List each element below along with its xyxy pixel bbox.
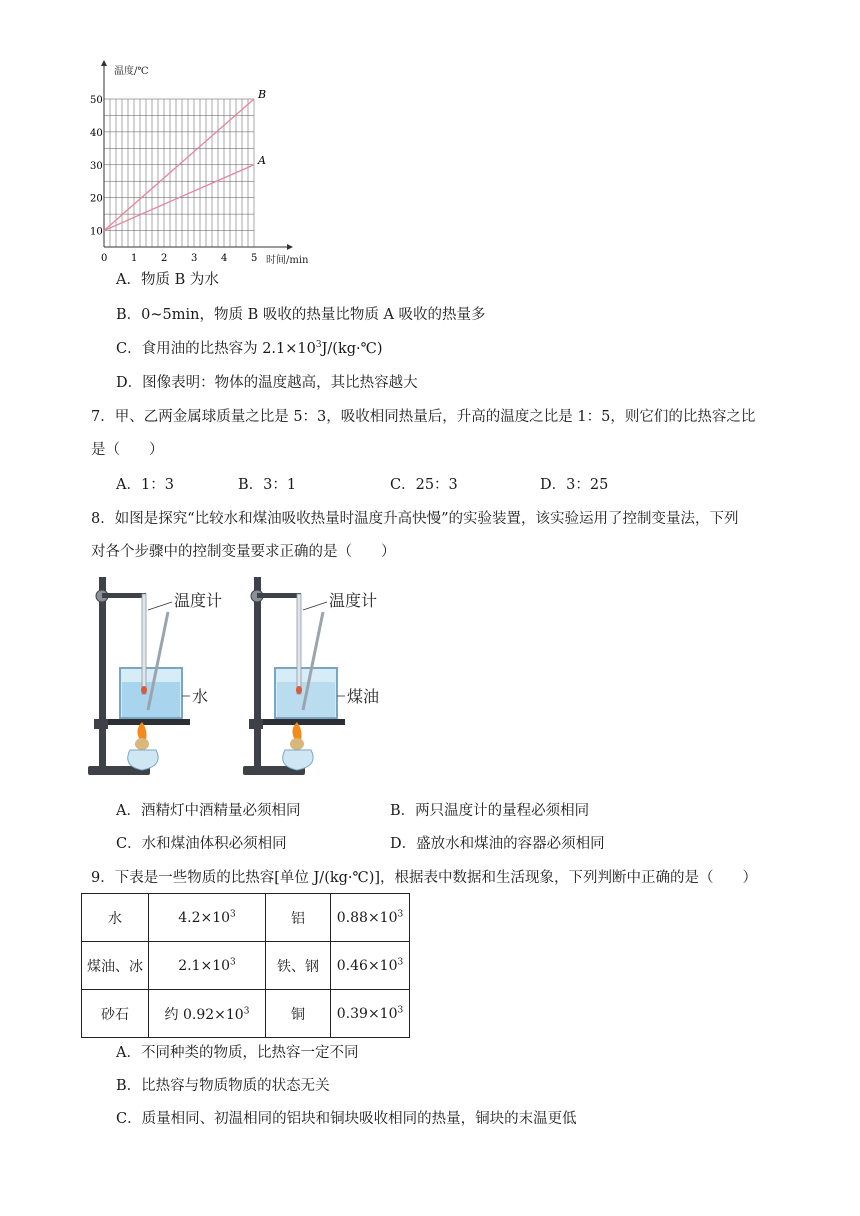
label-thermometer: 温度计: [174, 591, 223, 610]
q7-option-a[interactable]: A．1：3: [116, 477, 174, 493]
table-row: [82, 894, 410, 942]
series-label-A: A: [258, 153, 266, 167]
q7-option-c[interactable]: C．25：3: [390, 477, 458, 493]
table-cell: 约 $0.92\times 10^3$: [149, 990, 266, 1038]
y-tick-label: 20: [90, 193, 103, 205]
table-cell: 铜: [266, 990, 331, 1038]
q7-stem-line1: 7．甲、乙两金属球质量之比是 5：3，吸收相同热量后，升高的温度之比是 1：5，则它们的比热容之比: [91, 409, 756, 425]
y-tick-label: 10: [90, 226, 103, 238]
q6-option-c-unit: J/(kg·℃): [321, 341, 383, 357]
q6-option-b[interactable]: B．0~5min，物质 B 吸收的热量比物质 A 吸收的热量多: [116, 307, 486, 323]
table-cell: $4.2\times 10^3$: [149, 894, 266, 942]
table-cell: $0.46\times 10^3$: [331, 942, 410, 990]
table-cell: 煤油、冰: [82, 942, 149, 990]
stand-rod: [254, 577, 261, 769]
q7-option-b[interactable]: B．3：1: [238, 477, 297, 493]
apparatus-water: [86, 572, 236, 784]
x-tick-label: 4: [221, 253, 228, 264]
q6-option-c-exponent: 3: [315, 340, 322, 351]
table-row: [82, 942, 410, 990]
x-tick-labels: [101, 253, 257, 264]
thermometer-bulb: [141, 686, 147, 694]
table-cell: 水: [82, 894, 149, 942]
specific-heat-table: [81, 893, 410, 1038]
q6-option-c[interactable]: [116, 339, 383, 359]
label-kerosene: 煤油: [347, 687, 380, 706]
q9-stem: [91, 868, 757, 888]
thermometer: [297, 594, 301, 694]
q7-stem-line2: 是（ ）: [91, 442, 164, 458]
y-tick-labels: [90, 95, 103, 238]
table-cell: $2.1\times 10^3$: [149, 942, 266, 990]
label-thermometer: 温度计: [329, 591, 378, 610]
table-cell: 铝: [266, 894, 331, 942]
q8-option-d[interactable]: D．盛放水和煤油的容器必须相同: [390, 836, 605, 852]
q8-option-b[interactable]: B．两只温度计的量程必须相同: [390, 803, 590, 819]
table-cell: $0.88\times 10^3$: [331, 894, 410, 942]
y-axis-label: 温度/℃: [114, 66, 149, 77]
x-tick-label: 0: [101, 253, 108, 264]
temperature-time-chart: [80, 55, 330, 270]
q6-option-a[interactable]: A．物质 B 为水: [116, 272, 219, 288]
y-tick-label: 40: [90, 127, 103, 139]
table-cell: $0.39\times 10^3$: [331, 990, 410, 1038]
lamp-cap: [135, 738, 149, 750]
series-label-B: B: [258, 88, 267, 101]
q9-stem-text: 9．下表是一些物质的比热容[单位 J/(kg·℃)]，根据表中数据和生活现象，下列判断中正确的是（ ）: [91, 870, 758, 886]
x-tick-label: 5: [251, 253, 258, 264]
label-water: 水: [192, 687, 209, 706]
clamp-arm: [257, 593, 301, 598]
q9-option-c[interactable]: C．质量相同、初温相同的铝块和铜块吸收相同的热量，铜块的末温更低: [116, 1111, 577, 1127]
ring-clamp: [94, 719, 108, 729]
q8-option-a[interactable]: A．酒精灯中酒精量必须相同: [116, 803, 301, 819]
apparatus-kerosene: [241, 572, 391, 784]
q6-option-d[interactable]: D．图像表明：物体的温度越高，其比热容越大: [116, 375, 418, 391]
lamp-cap: [290, 738, 304, 750]
q7-option-d[interactable]: D．3：25: [540, 477, 609, 493]
q8-stem-line2: 对各个步骤中的控制变量要求正确的是（ ）: [91, 544, 396, 560]
q6-option-c-text: C．食用油的比热容为 2.1×10: [116, 341, 316, 357]
x-tick-label: 3: [191, 253, 198, 264]
table-cell: 铁、钢: [266, 942, 331, 990]
table-row: [82, 990, 410, 1038]
y-tick-label: 30: [90, 160, 103, 172]
q8-option-c[interactable]: C．水和煤油体积必须相同: [116, 836, 287, 852]
thermometer-bulb: [296, 686, 302, 694]
q8-stem-line1: 8．如图是探究“比较水和煤油吸收热量时温度升高快慢”的实验装置，该实验运用了控制变量法，下列: [91, 511, 739, 527]
x-tick-label: 1: [131, 253, 138, 264]
x-tick-label: 2: [161, 253, 168, 264]
wire-gauze: [263, 719, 345, 725]
clamp-arm: [102, 593, 146, 598]
chart-grid: [104, 99, 254, 247]
y-tick-label: 50: [90, 95, 103, 106]
x-axis-label: 时间/min: [266, 255, 309, 266]
stand-rod: [99, 577, 106, 769]
q9-option-a[interactable]: A．不同种类的物质，比热容一定不同: [116, 1045, 359, 1061]
q9-option-b[interactable]: B．比热容与物质物质的状态无关: [116, 1078, 330, 1094]
thermometer: [142, 594, 146, 694]
ring-clamp: [249, 719, 263, 729]
wire-gauze: [108, 719, 190, 725]
table-cell: 砂石: [82, 990, 149, 1038]
